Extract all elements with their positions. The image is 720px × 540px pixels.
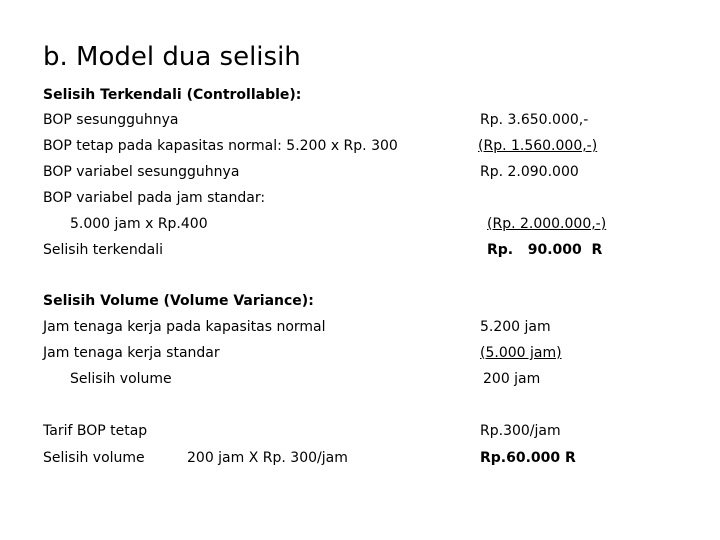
row-value-standard-hours-calc: (Rp. 2.000.000,-) <box>487 216 607 232</box>
row-label-volume-variance: Selisih volume <box>43 450 145 466</box>
row-label-volume-variance-hours: Selisih volume <box>70 371 172 387</box>
controllable-heading: Selisih Terkendali (Controllable): <box>43 87 302 103</box>
row-label-fixed-bop: BOP tetap pada kapasitas normal: 5.200 x Rp. 300 <box>43 138 398 154</box>
row-label-fixed-rate: Tarif BOP tetap <box>43 423 148 439</box>
row-label-standard-hours: Jam tenaga kerja standar <box>43 345 220 361</box>
page-title: b. Model dua selisih <box>43 42 301 72</box>
row-value-normal-capacity-hours: 5.200 jam <box>480 319 551 335</box>
row-label-normal-capacity-hours: Jam tenaga kerja pada kapasitas normal <box>43 319 326 335</box>
row-label-controllable-variance: Selisih terkendali <box>43 242 163 258</box>
row-label-bop-actual: BOP sesungguhnya <box>43 112 179 128</box>
row-label-variable-bop-standard: BOP variabel pada jam standar: <box>43 190 266 206</box>
row-label-standard-hours-calc: 5.000 jam x Rp.400 <box>70 216 208 232</box>
row-label-variable-bop-actual: BOP variabel sesungguhnya <box>43 164 240 180</box>
row-value-fixed-rate: Rp.300/jam <box>480 423 561 439</box>
row-value-bop-actual: Rp. 3.650.000,- <box>480 112 589 128</box>
row-value-volume-variance: Rp.60.000 R <box>480 450 576 466</box>
row-value-controllable-variance: Rp. 90.000 R <box>487 242 603 258</box>
row-value-fixed-bop: (Rp. 1.560.000,-) <box>478 138 598 154</box>
volume-heading: Selisih Volume (Volume Variance): <box>43 293 314 309</box>
row-value-volume-variance-hours: 200 jam <box>483 371 541 387</box>
row-calc-volume-variance: 200 jam X Rp. 300/jam <box>187 450 348 466</box>
row-value-standard-hours: (5.000 jam) <box>480 345 562 361</box>
row-value-variable-bop-actual: Rp. 2.090.000 <box>480 164 579 180</box>
